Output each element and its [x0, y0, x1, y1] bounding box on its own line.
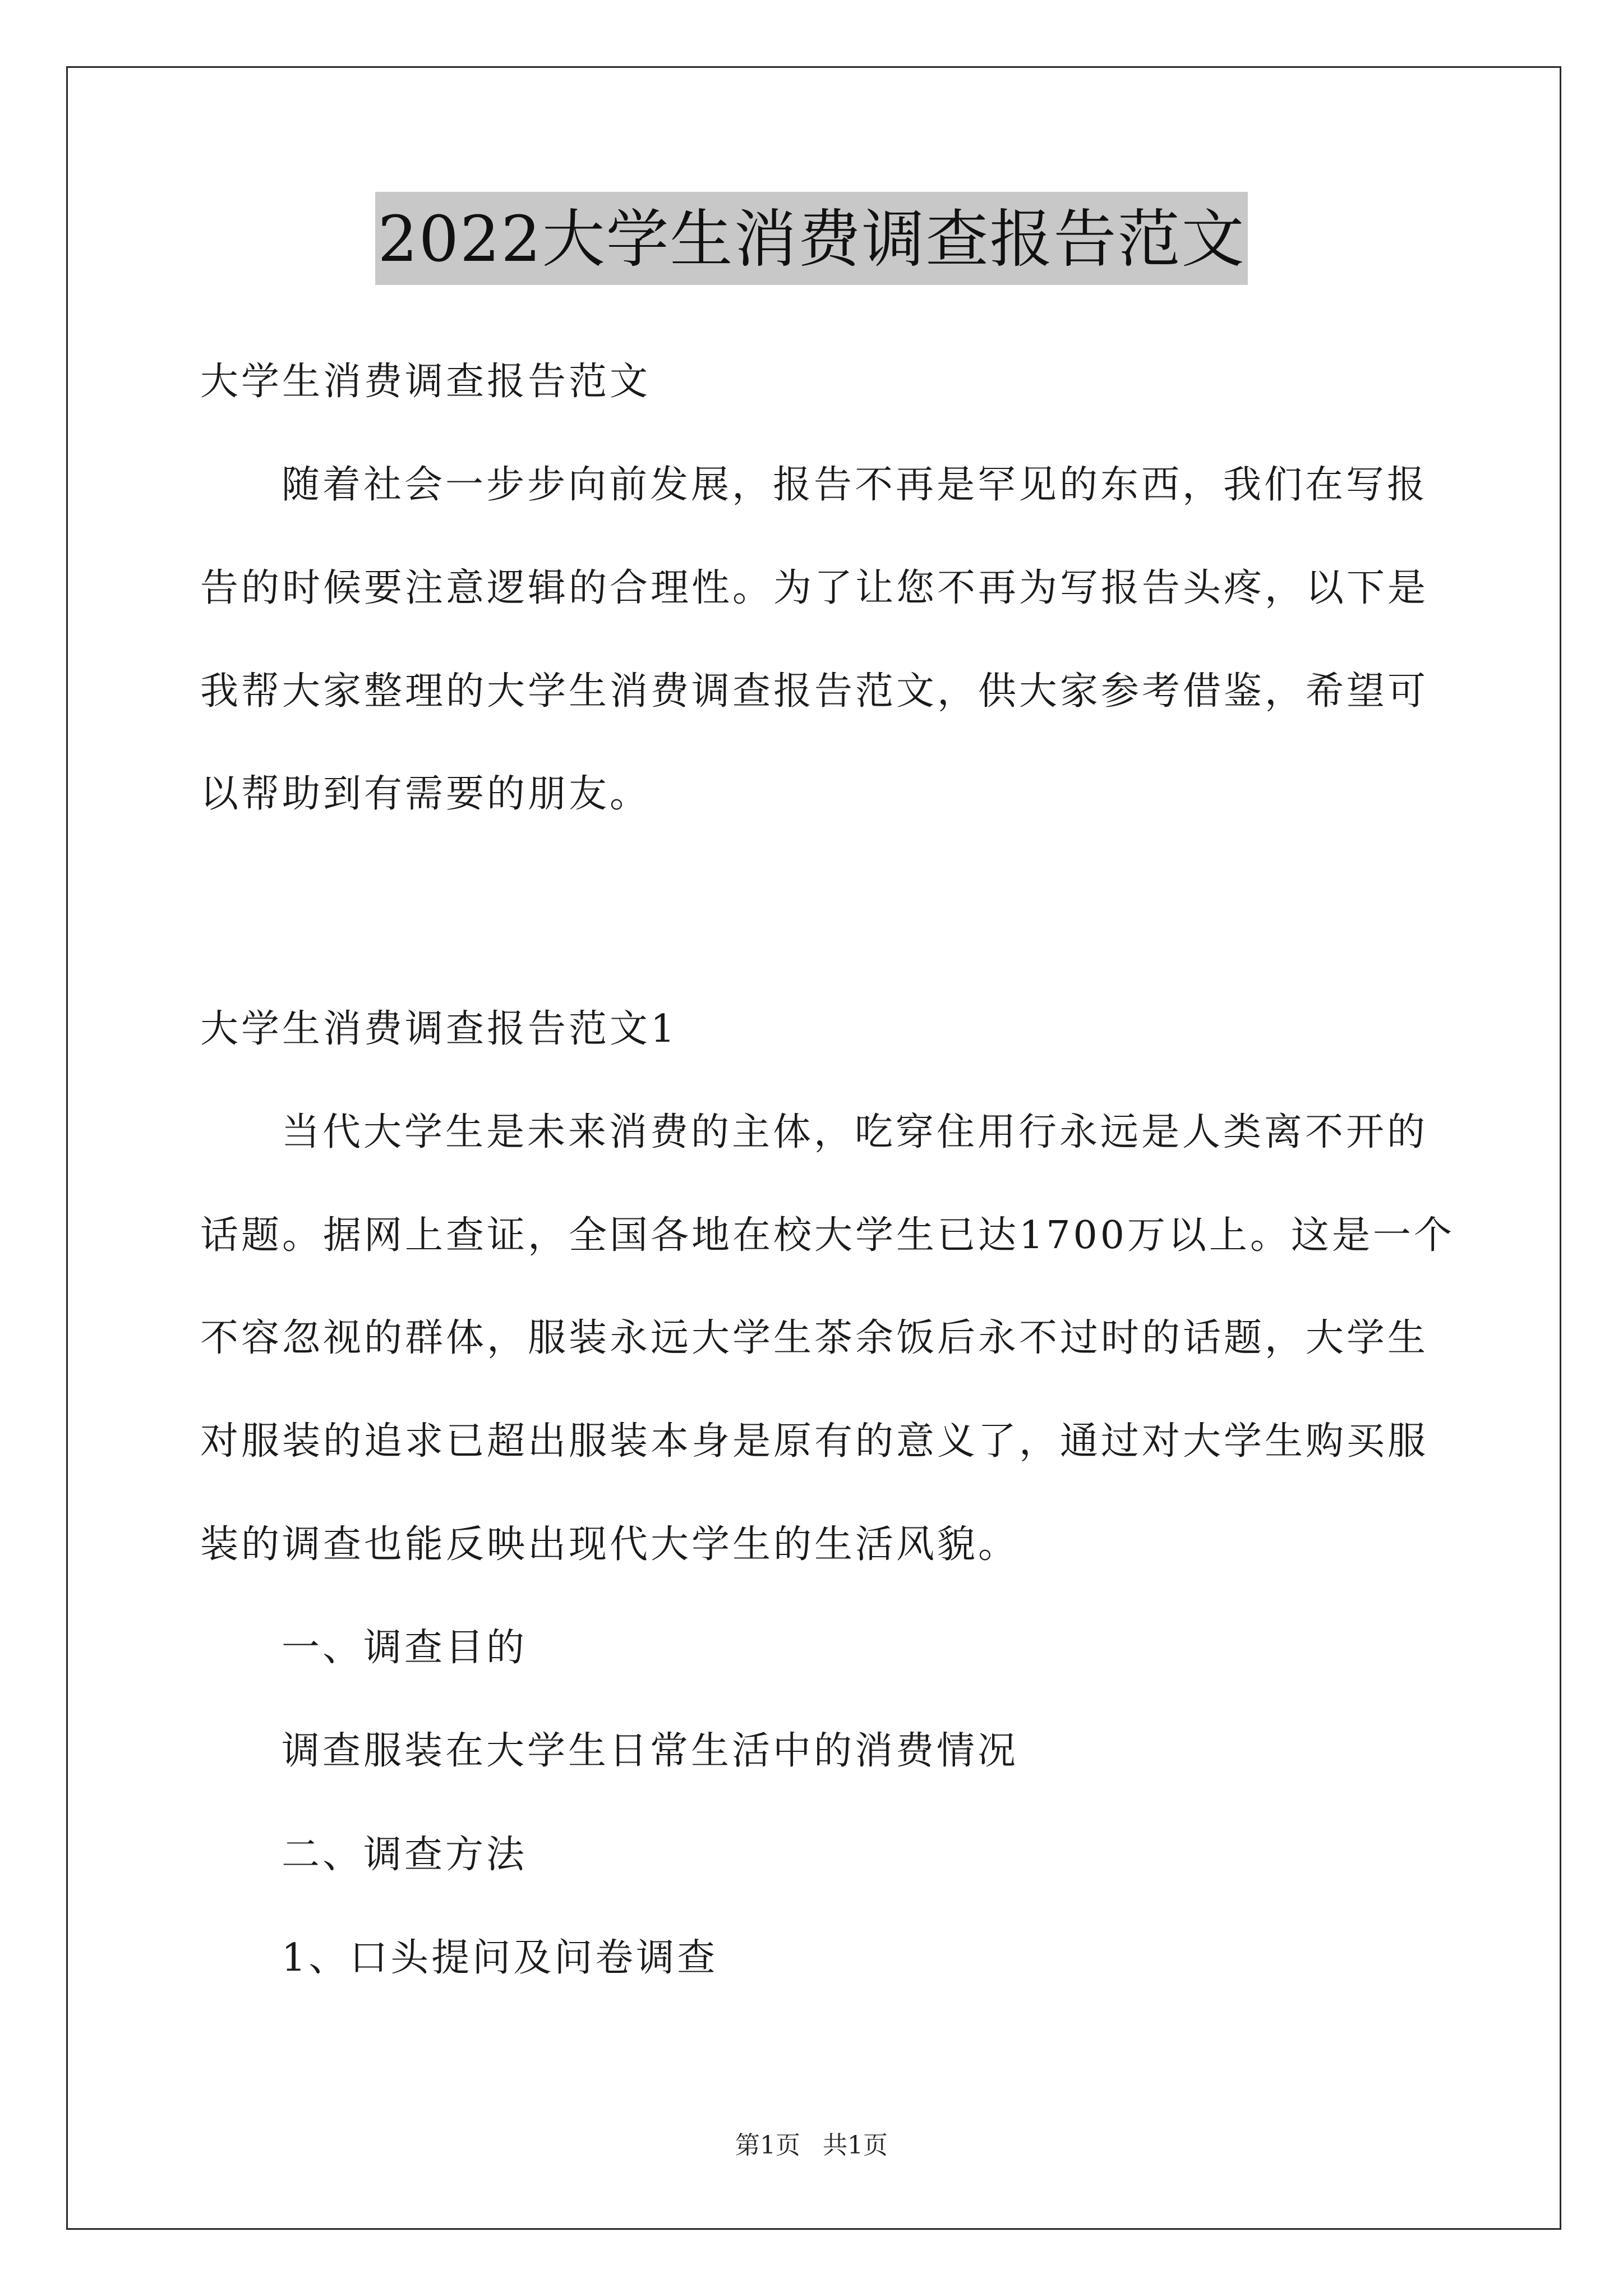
document-title: 2022大学生消费调查报告范文 — [375, 192, 1247, 285]
page-number: 第1页 — [735, 2131, 800, 2160]
method-item: 1、口头提问及问卷调查 — [282, 1936, 718, 1980]
document-subtitle: 大学生消费调查报告范文 — [200, 360, 651, 404]
section-title: 大学生消费调查报告范文1 — [200, 1007, 678, 1051]
heading-purpose: 一、调查目的 — [282, 1626, 528, 1670]
title-container — [0, 192, 1623, 285]
section-line: 不容忽视的群体，服装永远大学生茶余饭后永不过时的话题，大学生 — [200, 1316, 1429, 1360]
intro-line: 随着社会一步步向前发展，报告不再是罕见的东西，我们在写报 — [282, 463, 1428, 507]
intro-line: 以帮助到有需要的朋友。 — [200, 772, 651, 816]
page-total: 共1页 — [823, 2131, 888, 2160]
heading-method: 二、调查方法 — [282, 1833, 528, 1877]
intro-line: 我帮大家整理的大学生消费调查报告范文，供大家参考借鉴，希望可 — [200, 669, 1429, 714]
intro-line: 告的时候要注意逻辑的合理性。为了让您不再为写报告头疼，以下是 — [200, 566, 1429, 610]
page-footer — [0, 2129, 1623, 2162]
purpose-text: 调查服装在大学生日常生活中的消费情况 — [282, 1729, 1019, 1773]
section-line: 装的调查也能反映出现代大学生的生活风貌。 — [200, 1522, 1020, 1567]
section-line: 对服装的追求已超出服装本身是原有的意义了，通过对大学生购买服 — [200, 1419, 1429, 1464]
section-line: 话题。据网上查证，全国各地在校大学生已达1700万以上。这是一个 — [200, 1213, 1455, 1258]
section-line: 当代大学生是未来消费的主体，吃穿住用行永远是人类离不开的 — [282, 1110, 1428, 1154]
